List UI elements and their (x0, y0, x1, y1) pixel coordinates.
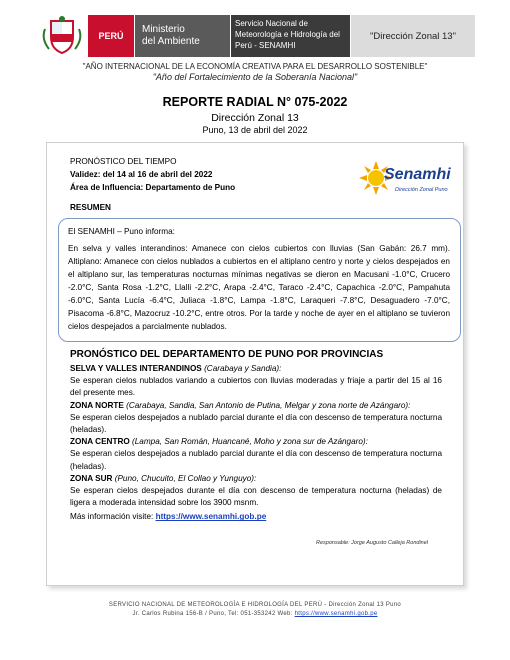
provinces-forecast (70, 363, 442, 524)
footer-link[interactable]: https://www.senamhi.gob.pe (294, 611, 378, 617)
forecast-heading: PRONÓSTICO DEL TIEMPO (70, 157, 177, 166)
senamhi-label: Servicio Nacional de Meteorología e Hidrología del Perú - SENAMHI (231, 15, 350, 57)
summary-intro: El SENAMHI – Puno informa: (68, 227, 175, 236)
zone-label: ZONA CENTRO (70, 437, 130, 447)
summary-heading: RESUMEN (70, 203, 111, 212)
ministerio-label: Ministerio del Ambiente (135, 15, 230, 57)
zone-label: ZONA SUR (70, 473, 113, 483)
peru-label: PERÚ (88, 15, 134, 57)
zone-text: Se esperan cielos nublados variando a cubiertos con lluvias moderadas y friaje a partir del 15 al 16 del presente mes. (70, 376, 442, 398)
area-text: Área de Influencia: Departamento de Puno (70, 183, 236, 192)
validity-text: Validez: del 14 al 16 de abril del 2022 (70, 170, 213, 179)
summary-box (58, 218, 461, 342)
zone-places: (Puno, Chucuito, El Collao y Yunguyo): (114, 473, 257, 483)
zone-text: Se esperan cielos despejados durante el día con descenso de temperatura nocturna (heladas) de ligera a moderada intensidad sobre los 3900 msnm. (70, 486, 442, 508)
provinces-title: PRONÓSTICO DEL DEPARTAMENTO DE PUNO POR PROVINCIAS (70, 349, 384, 360)
zone-label: SELVA Y VALLES INTERANDINOS (70, 364, 202, 373)
footer-line-1: SERVICIO NACIONAL DE METEOROLOGÍA E HIDROLOGÍA DEL PERÚ - Dirección Zonal 13 Puno (108, 602, 402, 608)
direccion-zonal-label: "Dirección Zonal 13" (351, 15, 475, 57)
summary-text: En selva y valles interandinos: Amanece con cielos cubiertos con lluvias (San Gabán: 26.7 mm). Altiplano: Amanece con cielos nublados a cubiertos en el altiplano centro y norte y cielos despejados en el altiplano sur, las temperaturas nocturnas mínimas negativas se dieron en Macusani -1.0°C, Crucero -2.0°C, Santa Rosa -1.2°C, Llalli -2.2°C, Arapa -2.4°C, Taraco -2.4°C, Capachica -2.0°C, Pampahuta -6.0°C, Santa Lucía -6.4°C, Juliaca -1.8°C, Lampa -1.8°C, Laraqueri -7.8°C, Desaguadero -7.0°C, Pisacoma -6.8°C, Mazocruz -10.2°C, entre otros. Por la tarde y noche de ayer en el altiplano se tuvieron cielos despejados a parcialmente nublados. (68, 244, 450, 331)
zone-text: Se esperan cielos despejados a nublado parcial durante el día con descenso de temperatura nocturna (heladas). (70, 449, 442, 471)
report-subtitle: Dirección Zonal 13 (211, 112, 299, 124)
report-date: Puno, 13 de abril del 2022 (202, 125, 308, 135)
senamhi-logo-subtitle: Dirección Zonal Puno (395, 187, 448, 193)
zone-text: Se esperan cielos despejados a nublado parcial durante el día con descenso de temperatura nocturna (heladas). (70, 412, 442, 435)
forecast-info (70, 155, 235, 194)
report-title: REPORTE RADIAL N° 075-2022 (162, 95, 348, 109)
zone-label: ZONA NORTE (70, 400, 124, 410)
peru-shield-logo (37, 15, 87, 57)
senamhi-logo-text: Senamhi (384, 166, 451, 183)
year-motto-1: "AÑO INTERNACIONAL DE LA ECONOMÍA CREATIVA PARA EL DESARROLLO SOSTENIBLE" (82, 62, 428, 71)
senamhi-link[interactable]: https://www.senamhi.gob.pe (155, 512, 267, 522)
more-info-label: Más información visite: (70, 512, 154, 522)
year-motto-2: "Año del Fortalecimiento de la Soberanía Nacional" (152, 72, 358, 82)
responsable-text: Responsable: Jorge Augusto Calleja Rondinel (316, 540, 429, 546)
zone-places: (Carabaya y Sandia): (204, 364, 282, 373)
footer-line-2: Jr. Carlos Rubina 156-B / Puno, Tel: 051-353242 Web: https://www.senamhi.gob.pe (132, 611, 378, 617)
zone-places: (Lampa, San Román, Huancané, Moho y zona sur de Azángaro): (132, 437, 368, 447)
zone-places: (Carabaya, Sandia, San Antonio de Putina, Melgar y zona norte de Azángaro): (126, 400, 411, 410)
